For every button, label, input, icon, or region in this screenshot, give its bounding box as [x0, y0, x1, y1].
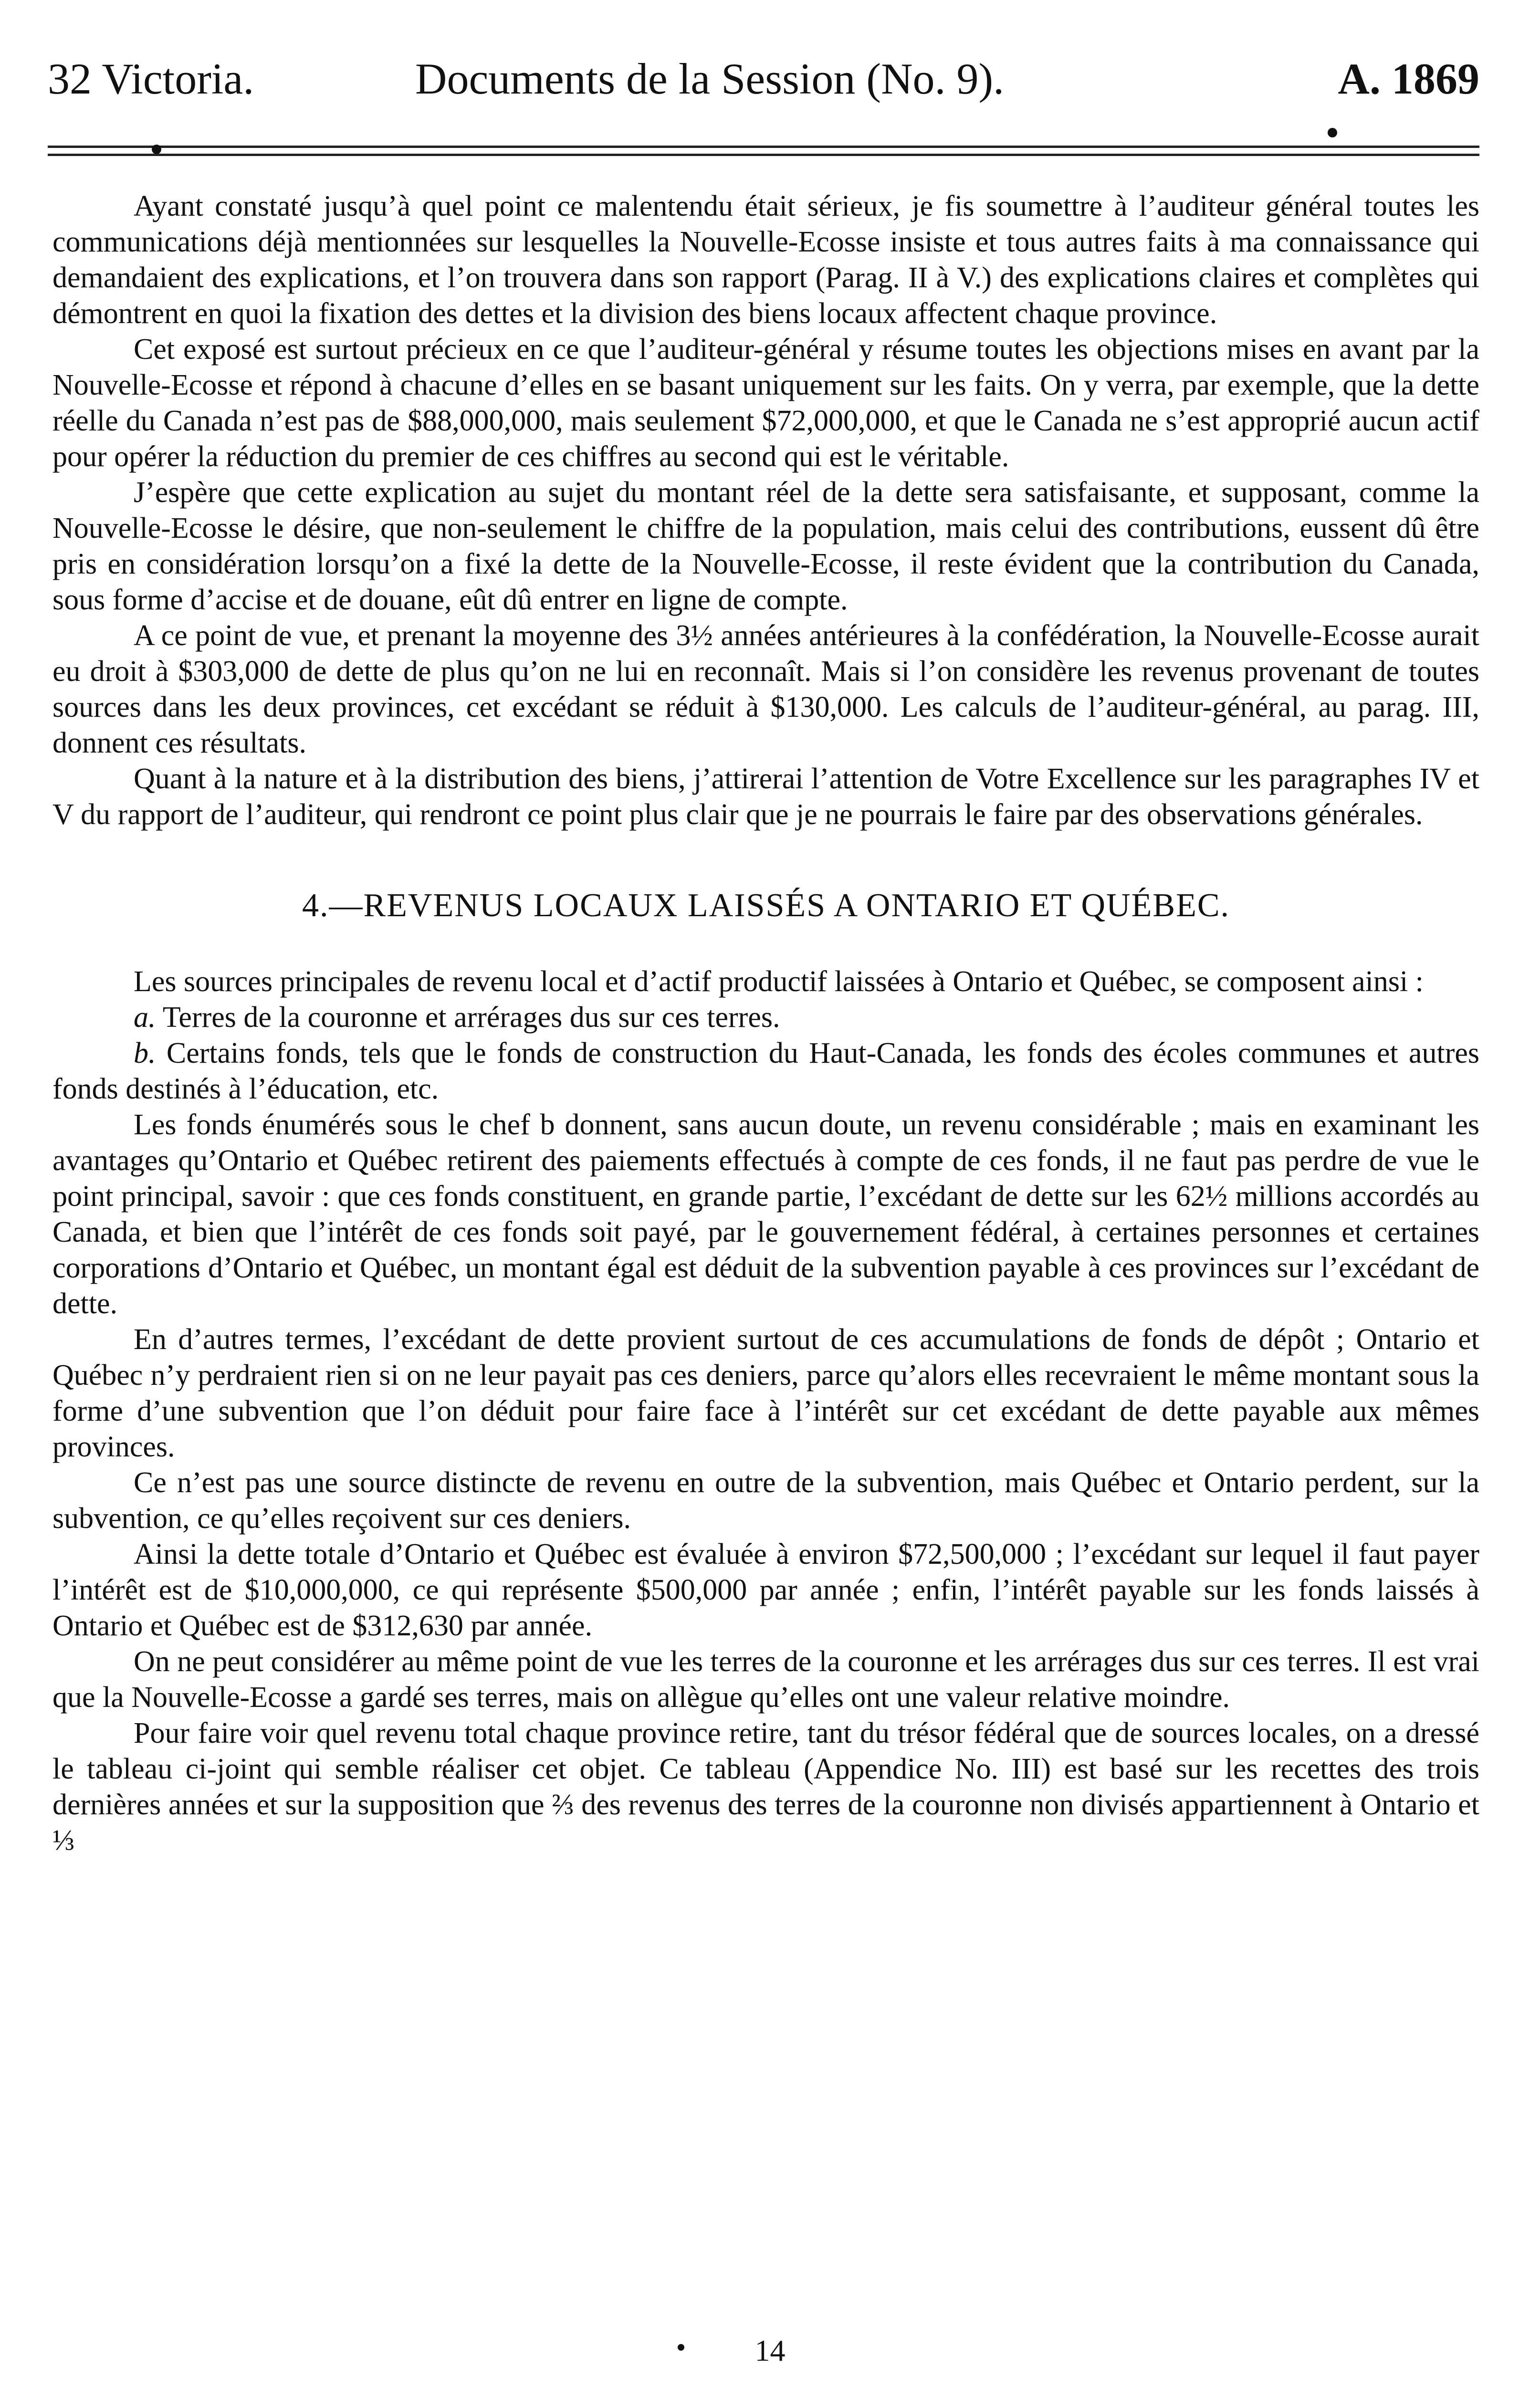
header-rule-top	[48, 146, 1479, 148]
paragraph: J’espère que cette explication au sujet du montant réel de la dette sera satisfaisante, et supposant, comme la Nouvelle-Ecosse le désire, que non-seulement le chiffre de la population, mais celui des contributions, eussent dû être pris en considération lorsqu’on a fixé la dette de la Nouvelle-Ecosse, il reste évident que la contribution du Canada, sous forme d’accise et de douane, eût dû entrer en ligne de compte.	[52, 476, 1479, 616]
paragraph: A ce point de vue, et prenant la moyenne des 3½ années antérieures à la confédération, la Nouvelle-Ecosse aurait eu droit à $303,000 de dette de plus qu’on ne lui en reconnaît. Mais si l’on considère les revenus provenant de toutes sources dans les deux provinces, cet excédant se réduit à $130,000. Les calculs de l’auditeur-général, au parag. III, donnent ces résultats.	[52, 619, 1479, 759]
running-header	[48, 52, 1479, 105]
list-item	[52, 1036, 1479, 1107]
section-heading: 4.—REVENUS LOCAUX LAISSÉS A ONTARIO ET QUÉBEC.	[302, 887, 1230, 924]
header-title: Documents de la Session (No. 9).	[415, 54, 1005, 103]
list-item-label: b.	[134, 1037, 156, 1069]
paragraph: En d’autres termes, l’excédant de dette provient surtout de ces accumulations de fonds de dépôt ; Ontario et Québec n’y perdraient rien si on ne leur payait pas ces deniers, parce qu’alors elles recevraient le même montant sous la forme d’une subvention que l’on déduit pour faire face à l’intérêt sur cet excédant de dette payable aux mêmes provinces.	[52, 1323, 1479, 1463]
list-item-label: a.	[134, 1001, 156, 1034]
paragraph: On ne peut considérer au même point de vue les terres de la couronne et les arrérages dus sur ces terres. Il est vrai que la Nouvelle-Ecosse a gardé ses terres, mais on allègue qu’elles ont une valeur relative moindre.	[52, 1645, 1479, 1714]
paragraph: Quant à la nature et à la distribution des biens, j’attirerai l’attention de Votre Excellence sur les paragraphes IV et V du rapport de l’auditeur, qui rendront ce point plus clair que je ne pourrais le faire par des observations générales.	[52, 763, 1479, 831]
paragraph: Cet exposé est surtout précieux en ce que l’auditeur-général y résume toutes les objections mises en avant par la Nouvelle-Ecosse et répond à chacune d’elles en se basant uniquement sur les faits. On y verra, par exemple, que la dette réelle du Canada n’est pas de $88,000,000, mais seulement $72,000,000, et que le Canada ne s’est approprié aucun actif pour opérer la réduction du premier de ces chiffres au second qui est le véritable.	[52, 333, 1479, 473]
page-number: 14	[754, 2334, 786, 2367]
header-volume: 32 Victoria.	[48, 54, 254, 103]
header-rule-bottom	[48, 154, 1479, 156]
body-text	[52, 188, 1479, 1859]
paragraph: Les fonds énumérés sous le chef b donnent, sans aucun doute, un revenu considérable ; mais en examinant les avantages qu’Ontario et Québec retirent des paiements effectués à compte de ces fonds, il ne faut pas perdre de vue le point principal, savoir : que ces fonds constituent, en grande partie, l’excédant de dette sur les 62½ millions accordés au Canada, et bien que l’intérêt de ces fonds soit payé, par le gouvernement fédéral, à certaines personnes et certaines corporations d’Ontario et Québec, un montant égal est déduit de la subvention payable à ces provinces sur l’excédant de dette.	[52, 1109, 1479, 1320]
rule-ornament-left	[152, 145, 161, 154]
paragraph: Ainsi la dette totale d’Ontario et Québec est évaluée à environ $72,500,000 ; l’excédant sur lequel il faut payer l’intérêt est de $10,000,000, ce qui représente $500,000 par année ; enfin, l’intérêt payable sur les fonds laissés à Ontario et Québec est de $312,630 par année.	[52, 1538, 1479, 1642]
paragraph: Ce n’est pas une source distincte de revenu en outre de la subvention, mais Québec et Ontario perdent, sur la subvention, ce qu’elles reçoivent sur ces deniers.	[52, 1466, 1479, 1535]
section-intro: Les sources principales de revenu local et d’actif productif laissées à Ontario et Québec, se composent ainsi :	[134, 965, 1424, 998]
list-item-text: Certains fonds, tels que le fonds de construction du Haut-Canada, les fonds des écoles communes et autres fonds destinés à l’éducation, etc.	[52, 1037, 1479, 1105]
list-item-text: Terres de la couronne et arrérages dus sur ces terres.	[162, 1001, 780, 1034]
list-item	[52, 1000, 1479, 1036]
paragraph: Pour faire voir quel revenu total chaque province retire, tant du trésor fédéral que de sources locales, on a dressé le tableau ci-joint qui semble réaliser cet objet. Ce tableau (Appendice No. III) est basé sur les recettes des trois dernières années et sur la supposition que ⅔ des revenus des terres de la couronne non divisés appartiennent à Ontario et ⅓	[52, 1717, 1479, 1857]
rule-ornament-right	[1328, 128, 1337, 137]
paragraph: Ayant constaté jusqu’à quel point ce malentendu était sérieux, je fis soumettre à l’auditeur général toutes les communications déjà mentionnées sur lesquelles la Nouvelle-Ecosse insiste et tous autres faits à ma connaissance qui demandaient des explications, et l’on trouvera dans son rapport (Parag. II à V.) des explications claires et complètes qui démontrent en quoi la fixation des dettes et la division des biens locaux affectent chaque province.	[52, 190, 1479, 330]
header-year: A. 1869	[1338, 54, 1479, 103]
